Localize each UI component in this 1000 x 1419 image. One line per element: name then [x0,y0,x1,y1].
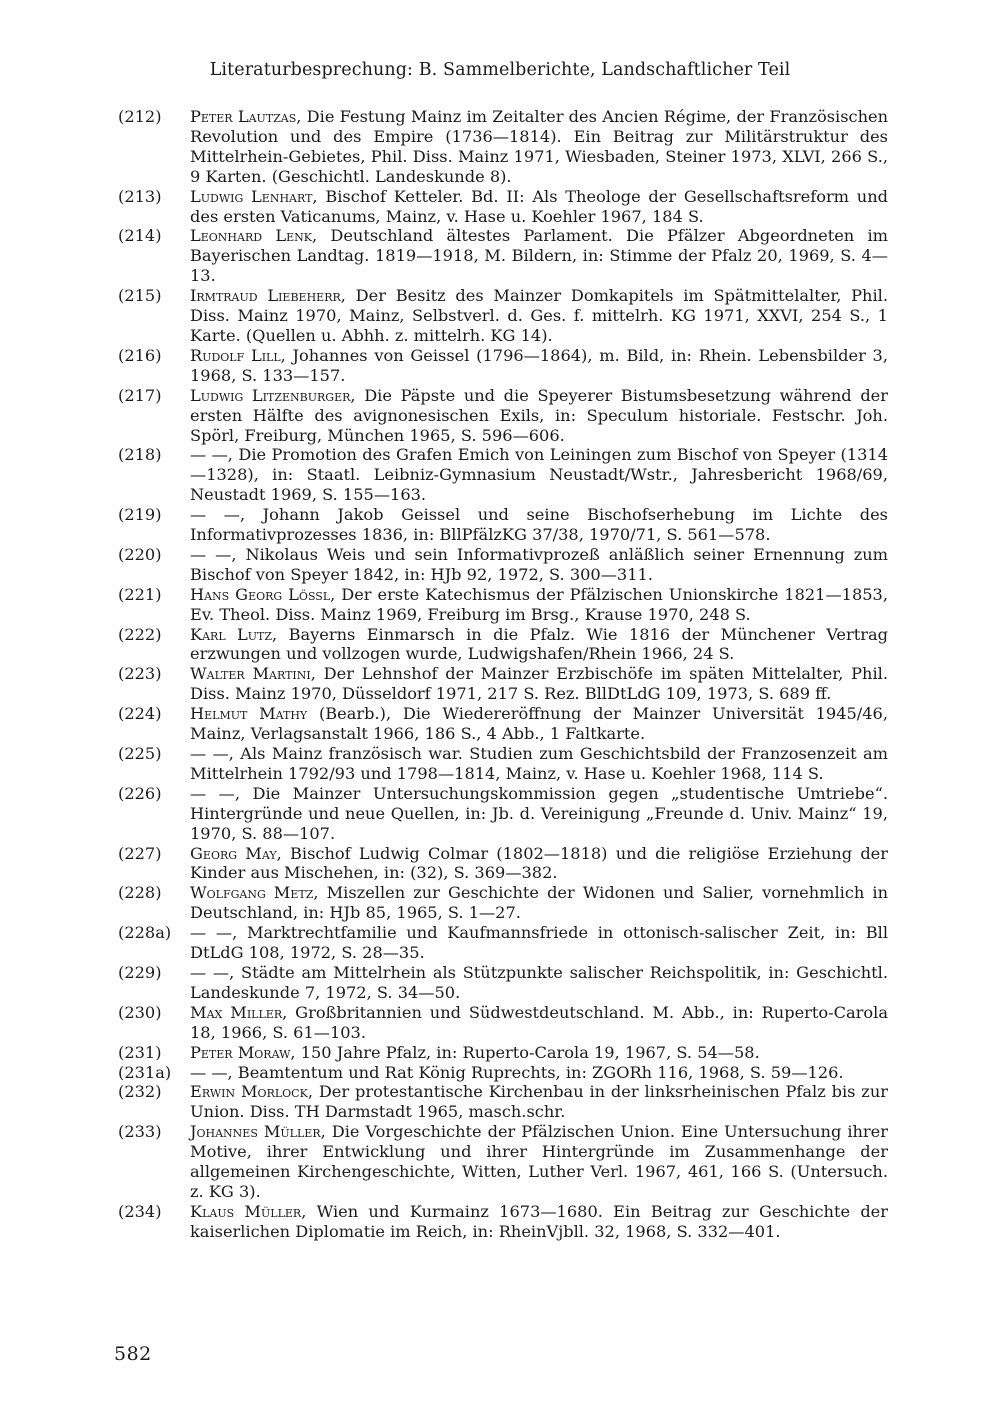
bibliography-entry [118,963,888,1003]
entry-text: — —, Als Mainz französisch war. Studien zum Geschichtsbild der Franzosenzeit am Mittelrhein 1792/93 und 1798—1814, Mainz, v. Hase u. Koehler 1968, 114 S. [190,744,888,783]
entry-number: (225) [118,744,162,763]
entry-number: (230) [118,1002,162,1022]
bibliography-entry [118,286,888,346]
entry-number: (216) [118,345,162,365]
entry-author: Irmtraud Liebeherr [190,286,341,306]
entry-number: (221) [118,584,162,604]
entry-text: — —, Beamtentum und Rat König Ruprechts, in: ZGORh 116, 1968, S. 59—126. [190,1062,844,1082]
entry-author: Klaus Müller [190,1201,302,1221]
entry-text: — —, Johann Jakob Geissel und seine Bischofserhebung im Lichte des Informativprozesses 1836, in: BllPfälzKG 37/38, 1970/71, S. 561—578. [190,505,888,545]
bibliography-entry [118,1003,888,1043]
bibliography-entry [118,1202,888,1242]
entry-text: , Der Besitz des Mainzer Domkapitels im Spätmittelalter, Phil. Diss. Mainz 1970, Mainz, Selbstverl. d. Ges. f. mittelrh. KG 1971, XXVI, 254 S., 1 Karte. (Quellen u. Abhh. z. mittelrh. KG 14). [190,286,888,345]
entry-text: — —, Die Mainzer Untersuchungskommission gegen „studentische Umtriebe“. Hintergründe und neue Quellen, in: Jb. d. Vereinigung „Freunde d. Univ. Mainz“ 19, 1970, S. 88—107. [190,783,888,843]
entry-number: (228) [118,883,162,903]
entry-number: (218) [118,445,162,465]
entry-author: Helmut Mathy [190,704,308,724]
entry-text: , Die Vorgeschichte der Pfälzischen Union. Eine Untersuchung ihrer Motive, ihrer Entwicklung und ihrer Hintergründe im Zusammenhange der allgemeinen Kirchengeschichte, Witten, Luther Verl. 1967, 461, 166 S. (Untersuch. z. KG 3). [190,1122,888,1201]
entry-text: , Johannes von Geissel (1796—1864), m. Bild, in: Rhein. Lebensbilder 3, 1968, S. 133—157. [190,345,888,385]
entry-author: Peter Moraw [190,1042,291,1062]
page-header: Literaturbesprechung: B. Sammelberichte, Landschaftlicher Teil [209,60,791,80]
entry-text: — —, Marktrechtfamilie und Kaufmannsfriede in ottonisch-salischer Zeit, in: Bll DtLdG 108, 1972, S. 28—35. [190,923,888,963]
entry-text: , Die Festung Mainz im Zeitalter des Ancien Régime, der Französischen Revolution und des Empire (1736—1814). Ein Beitrag zur Militärstruktur des Mittelrhein-Gebietes, Phil. Diss. Mainz 1971, Wiesbaden, Steiner 1973, XLVI, 266 S., 9 Karten. (Geschichtl. Landeskunde 8). [190,107,889,186]
entry-author: Hans Georg Lössl [190,584,331,604]
entry-number: (217) [118,385,162,405]
entry-author: Johannes Müller [190,1122,321,1142]
entry-author: Rudolf Lill [190,345,281,365]
entry-number: (231a) [118,1062,172,1082]
entry-number: (213) [118,186,162,206]
bibliography-entry [118,704,888,744]
bibliography-entry [118,505,888,545]
entry-number: (234) [118,1201,162,1221]
entry-author: Wolfgang Metz [190,883,314,903]
entry-author: Max Miller [190,1002,283,1022]
bibliography-entry [118,585,888,625]
entry-number: (224) [118,704,162,724]
entry-text: , Miszellen zur Geschichte der Widonen und Salier, vornehmlich in Deutschland, in: HJb 85, 1965, S. 1—27. [190,883,888,923]
entry-text: — —, Nikolaus Weis und sein Informativprozeß anläßlich seiner Ernennung zum Bischof von Speyer 1842, in: HJb 92, 1972, S. 300—311. [190,544,888,584]
entry-text: , Die Päpste und die Speyerer Bistumsbesetzung während der ersten Hälfte des avignonesischen Exils, in: Speculum historiale. Festschr. Joh. Spörl, Freiburg, München 1965, S. 596—606. [190,385,888,445]
entry-author: Peter Lautzas [190,107,297,126]
entry-number: (226) [118,783,162,803]
bibliography-entry [118,1043,888,1063]
bibliography-list [118,107,888,1242]
bibliography-entry [118,784,888,844]
entry-text: , Bayerns Einmarsch in die Pfalz. Wie 1816 der Münchener Vertrag erzwungen und vollzogen wurde, Ludwigshafen/Rhein 1966, 24 S. [190,624,888,664]
entry-text: , Der erste Katechismus der Pfälzischen Unionskirche 1821—1853, Ev. Theol. Diss. Mainz 1969, Freiburg im Brsg., Krause 1970, 248 S. [190,584,889,624]
entry-number: (222) [118,624,162,644]
entry-text: , 150 Jahre Pfalz, in: Ruperto-Carola 19, 1967, S. 54—58. [290,1042,760,1062]
entry-number: (212) [118,107,162,126]
bibliography-entry [118,226,888,286]
entry-author: Walter Martini [190,664,311,684]
bibliography-entry [118,744,888,784]
entry-author: Ludwig Lenhart [190,186,313,206]
bibliography-entry [118,844,888,884]
bibliography-entry [118,107,888,187]
entry-number: (220) [118,544,162,564]
bibliography-entry [118,625,888,665]
bibliography-entry [118,386,888,446]
entry-text: , Der protestantische Kirchenbau in der linksrheinischen Pfalz bis zur Union. Diss. TH Darmstadt 1965, masch.schr. [190,1082,889,1122]
bibliography-entry [118,664,888,704]
bibliography-entry [118,923,888,963]
entry-number: (231) [118,1042,162,1062]
bibliography-entry [118,187,888,227]
entry-number: (219) [118,505,162,525]
entry-author: Georg May [190,843,277,863]
entry-text: , Bischof Ludwig Colmar (1802—1818) und die religiöse Erziehung der Kinder aus Mischehen, in: (32), S. 369—382. [190,843,889,883]
entry-text: , Großbritannien und Südwestdeutschland. M. Abb., in: Ruperto-Carola 18, 1966, S. 61—103. [190,1002,888,1042]
entry-number: (233) [118,1122,162,1142]
entry-number: (223) [118,664,162,684]
page-number: 582 [114,1343,152,1365]
entry-text: (Bearb.), Die Wiedereröffnung der Mainzer Universität 1945/46, Mainz, Verlagsanstalt 1966, 186 S., 4 Abb., 1 Faltkarte. [190,704,889,744]
entry-text: , Bischof Ketteler. Bd. II: Als Theologe der Gesellschaftsreform und des ersten Vaticanums, Mainz, v. Hase u. Koehler 1967, 184 S. [190,186,889,226]
entry-text: , Deutschland ältestes Parlament. Die Pfälzer Abgeordneten im Bayerischen Landtag. 1819—1918, M. Bildern, in: Stimme der Pfalz 20, 1969, S. 4—13. [190,226,888,286]
entry-number: (232) [118,1082,162,1102]
entry-number: (229) [118,962,162,982]
bibliography-entry [118,883,888,923]
entry-text: , Der Lehnshof der Mainzer Erzbischöfe im späten Mittelalter, Phil. Diss. Mainz 1970, Düsseldorf 1971, 217 S. Rez. BllDtLdG 109, 1973, S. 689 ff. [190,664,888,704]
entry-author: Ludwig Litzenburger [190,385,351,405]
entry-author: Leonhard Lenk [190,226,312,246]
bibliography-entry [118,1122,888,1202]
entry-number: (228a) [118,923,172,943]
bibliography-entry [118,346,888,386]
entry-number: (214) [118,226,162,246]
bibliography-entry [118,545,888,585]
entry-author: Erwin Morlock [190,1082,308,1102]
entry-text: , Wien und Kurmainz 1673—1680. Ein Beitrag zur Geschichte der kaiserlichen Diplomatie im Reich, in: RheinVjbll. 32, 1968, S. 332—401. [190,1201,888,1241]
entry-number: (215) [118,286,162,306]
entry-text: — —, Städte am Mittelrhein als Stützpunkte salischer Reichspolitik, in: Geschichtl. Landeskunde 7, 1972, S. 34—50. [190,962,888,1002]
entry-author: Karl Lutz [190,624,273,644]
bibliography-entry [118,1082,888,1122]
entry-number: (227) [118,843,162,863]
bibliography-entry [118,1063,888,1083]
entry-text: — —, Die Promotion des Grafen Emich von Leiningen zum Bischof von Speyer (1314—1328), in: Staatl. Leibniz-Gymnasium Neustadt/Wstr., Jahresbericht 1968/69, Neustadt 1969, S. 155—163. [190,445,888,505]
bibliography-entry [118,445,888,505]
